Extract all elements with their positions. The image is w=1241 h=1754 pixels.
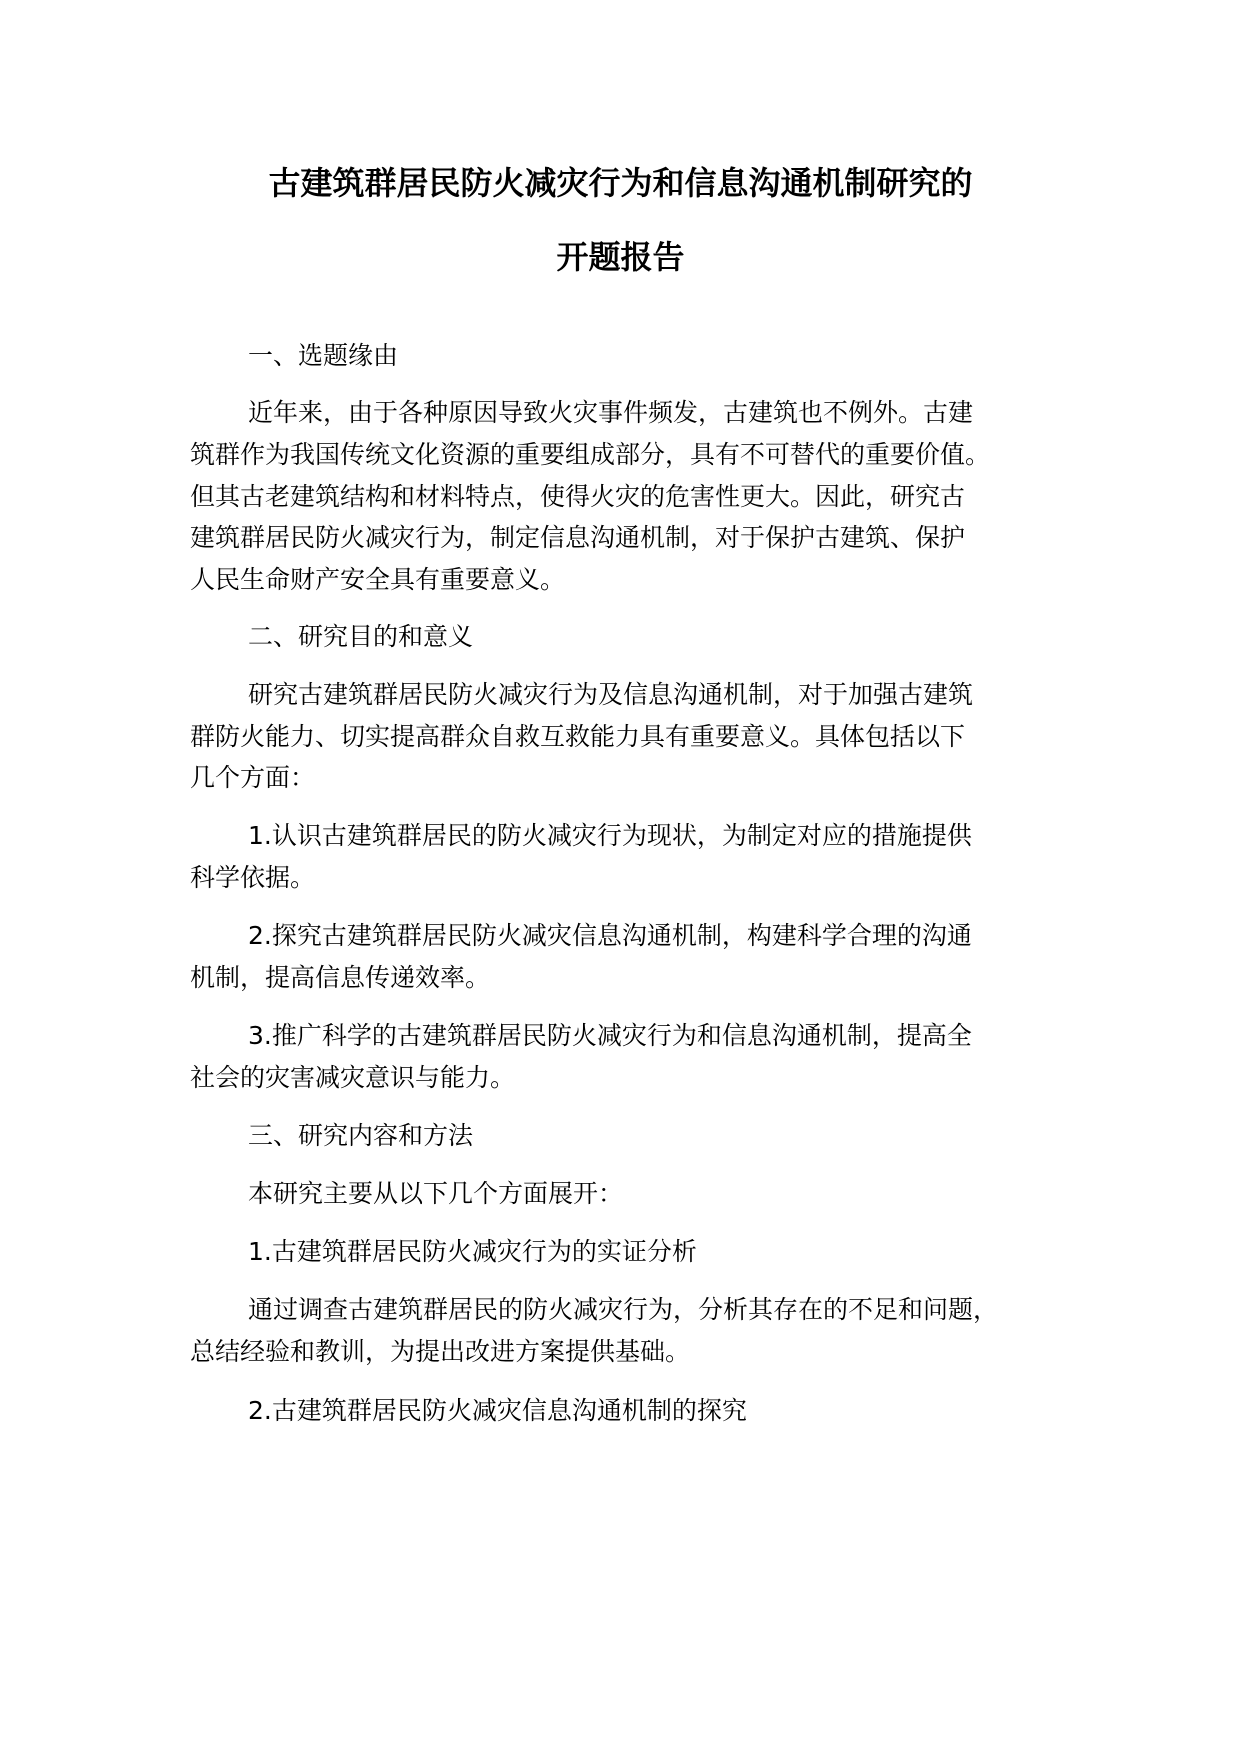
document-title-line-2: 开题报告 (556, 238, 685, 276)
section-heading-3: 三、研究内容和方法 (248, 1121, 474, 1150)
paragraph-line: 近年来，由于各种原因导致火灾事件频发，古建筑也不例外。古建 (248, 398, 974, 427)
list-item-line: 机制，提高信息传递效率。 (190, 963, 491, 992)
list-item-line: 1.认识古建筑群居民的防火减灾行为现状，为制定对应的措施提供 (248, 821, 972, 850)
list-item-line: 2.探究古建筑群居民防火减灾信息沟通机制，构建科学合理的沟通 (248, 921, 972, 950)
list-item-line: 科学依据。 (190, 863, 316, 892)
paragraph-line: 但其古老建筑结构和材料特点，使得火灾的危害性更大。因此，研究古 (190, 482, 966, 511)
paragraph-line: 人民生命财产安全具有重要意义。 (190, 565, 566, 594)
paragraph-line: 筑群作为我国传统文化资源的重要组成部分，具有不可替代的重要价值。 (190, 440, 991, 469)
section-heading-2: 二、研究目的和意义 (248, 622, 474, 651)
paragraph-line: 建筑群居民防火减灾行为，制定信息沟通机制，对于保护古建筑、保护 (190, 523, 966, 552)
list-item-line: 社会的灾害减灾意识与能力。 (190, 1063, 516, 1092)
paragraph-line: 几个方面： (190, 763, 316, 792)
subheading-line: 1.古建筑群居民防火减灾行为的实证分析 (248, 1237, 697, 1266)
paragraph-line: 通过调查古建筑群居民的防火减灾行为，分析其存在的不足和问题， (248, 1295, 999, 1324)
paragraph-line: 总结经验和教训，为提出改进方案提供基础。 (190, 1337, 691, 1366)
list-item-line: 3.推广科学的古建筑群居民防火减灾行为和信息沟通机制，提高全 (248, 1021, 972, 1050)
subheading-line: 2.古建筑群居民防火减灾信息沟通机制的探究 (248, 1396, 747, 1425)
paragraph-line: 本研究主要从以下几个方面展开： (248, 1179, 624, 1208)
document-title-line-1: 古建筑群居民防火减灾行为和信息沟通机制研究的 (268, 164, 973, 202)
paragraph-line: 研究古建筑群居民防火减灾行为及信息沟通机制，对于加强古建筑 (248, 680, 974, 709)
section-heading-1: 一、选题缘由 (248, 341, 399, 370)
paragraph-line: 群防火能力、切实提高群众自救互救能力具有重要意义。具体包括以下 (190, 722, 966, 751)
